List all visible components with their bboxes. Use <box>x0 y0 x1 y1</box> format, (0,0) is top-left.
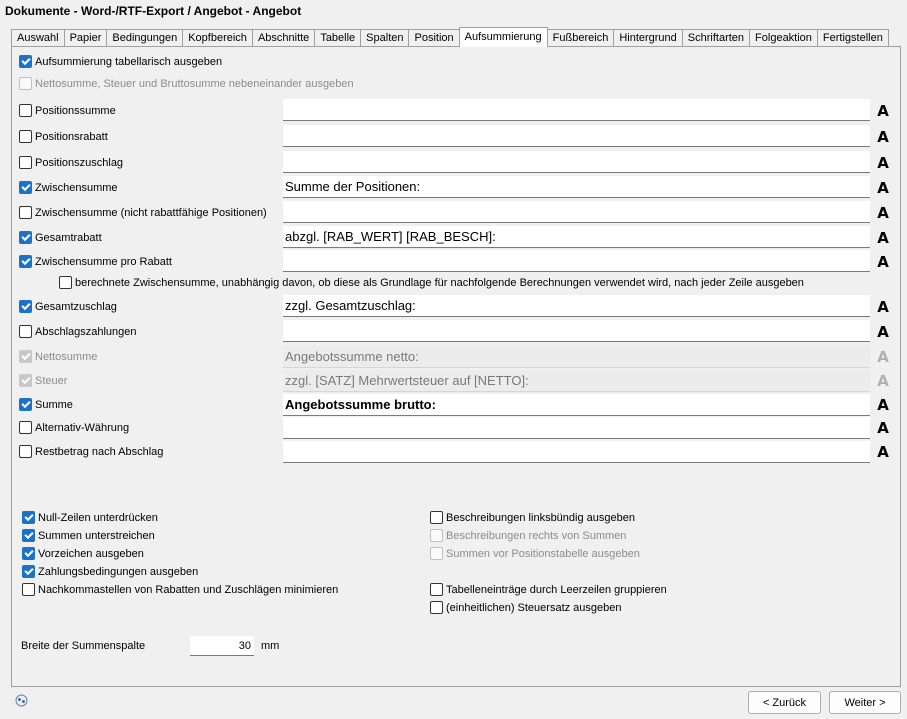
vorzeichen-checkbox[interactable] <box>22 547 144 560</box>
option-label: Nachkommastellen von Rabatten und Zuschlägen minimieren <box>38 583 339 596</box>
font-a-icon[interactable]: A <box>877 419 889 437</box>
zwischensumme-nr-checkbox[interactable] <box>19 206 267 219</box>
option-label: Summen unterstreichen <box>38 529 155 542</box>
zwischensumme-pro-rabatt-checkbox[interactable] <box>19 255 172 268</box>
checkbox-box[interactable] <box>19 255 32 268</box>
positionssumme-label: Positionssumme <box>35 104 116 117</box>
gesamtrabatt-label: Gesamtrabatt <box>35 231 102 244</box>
option-label: Tabelleneinträge durch Leerzeilen gruppieren <box>446 583 667 596</box>
gesamtzuschlag-checkbox[interactable] <box>19 300 117 313</box>
tabular-label: Aufsummierung tabellarisch ausgeben <box>35 55 223 68</box>
restbetrag-input[interactable] <box>283 441 870 463</box>
font-a-icon[interactable]: A <box>877 102 889 120</box>
positionssumme-input[interactable] <box>283 99 870 121</box>
linksbuendig-checkbox[interactable] <box>430 511 635 524</box>
berechnete-label: berechnete Zwischensumme, unabhängig davon, ob diese als Grundlage für nachfolgende Berechnungen verwendet wird, nach jeder Zeile ausgeben <box>75 276 804 289</box>
summen-unterstreichen-checkbox[interactable] <box>22 529 155 542</box>
checkbox-box[interactable] <box>430 529 443 542</box>
width-unit: mm <box>261 640 280 652</box>
steuersatz-checkbox[interactable] <box>430 601 622 614</box>
tab-schriftarten[interactable]: Schriftarten <box>682 29 750 47</box>
side-by-side-checkbox[interactable] <box>19 77 354 90</box>
restbetrag-label: Restbetrag nach Abschlag <box>35 445 164 458</box>
tab-fertigstellen[interactable]: Fertigstellen <box>817 29 889 47</box>
tab-aufsummierung[interactable]: Aufsummierung <box>459 27 548 47</box>
font-a-icon[interactable]: A <box>877 396 889 414</box>
option-label: Vorzeichen ausgeben <box>38 547 144 560</box>
checkbox-box[interactable] <box>22 565 35 578</box>
checkbox-box[interactable] <box>430 511 443 524</box>
tab-spalten[interactable]: Spalten <box>360 29 409 47</box>
width-input[interactable]: 30 <box>190 636 254 656</box>
tabular-checkbox[interactable] <box>19 55 222 68</box>
checkbox-box[interactable] <box>59 276 72 289</box>
summen-vor-tabelle-checkbox[interactable] <box>430 547 640 560</box>
tab-fussbereich[interactable]: Fußbereich <box>547 29 615 47</box>
width-label: Breite der Summenspalte <box>21 640 146 652</box>
checkbox-box[interactable] <box>19 398 32 411</box>
next-button[interactable]: Weiter > <box>829 691 901 714</box>
zwischensumme-checkbox[interactable] <box>19 181 118 194</box>
checkbox-box[interactable] <box>430 601 443 614</box>
checkbox-box[interactable] <box>19 206 32 219</box>
tab-auswahl[interactable]: Auswahl <box>11 29 65 47</box>
gesamtrabatt-input[interactable]: abzgl. [RAB_WERT] [RAB_BESCH]: <box>283 226 870 248</box>
tab-papier[interactable]: Papier <box>64 29 108 47</box>
option-label: Beschreibungen rechts von Summen <box>446 529 627 542</box>
font-a-icon[interactable]: A <box>877 128 889 146</box>
option-label: Beschreibungen linksbündig ausgeben <box>446 511 635 524</box>
checkbox-box[interactable] <box>19 445 32 458</box>
back-button[interactable]: < Zurück <box>748 691 821 714</box>
nachkommastellen-checkbox[interactable] <box>22 583 338 596</box>
alternativ-label: Alternativ-Währung <box>35 421 130 434</box>
option-label: Zahlungsbedingungen ausgeben <box>38 565 199 578</box>
tab-bedingungen[interactable]: Bedingungen <box>106 29 183 47</box>
steuer-input[interactable]: zzgl. [SATZ] Mehrwertsteuer auf [NETTO]: <box>283 370 870 392</box>
zwischensumme-pro-rabatt-input[interactable] <box>283 250 870 272</box>
restbetrag-checkbox[interactable] <box>19 445 163 458</box>
alternativ-input[interactable] <box>283 417 870 439</box>
nettosumme-label: Nettosumme <box>35 350 98 363</box>
nettosumme-input[interactable]: Angebotssumme netto: <box>283 346 870 368</box>
checkbox-box[interactable] <box>19 325 32 338</box>
positionsrabatt-checkbox[interactable] <box>19 130 108 143</box>
berechnete-checkbox[interactable] <box>59 276 804 289</box>
positionsrabatt-input[interactable] <box>283 125 870 147</box>
rechts-von-summen-checkbox[interactable] <box>430 529 626 542</box>
window-title: Dokumente - Word-/RTF-Export / Angebot - Angebot <box>5 4 302 18</box>
font-a-icon[interactable]: A <box>877 229 889 247</box>
option-label: Null-Zeilen unterdrücken <box>38 511 158 524</box>
checkbox-box[interactable] <box>19 300 32 313</box>
zwischensumme-nr-label: Zwischensumme (nicht rabattfähige Positionen) <box>35 206 267 219</box>
checkbox-box[interactable] <box>22 511 35 524</box>
alternativ-checkbox[interactable] <box>19 421 129 434</box>
nettosumme-checkbox[interactable] <box>19 350 97 363</box>
tab-bar <box>11 28 888 47</box>
summe-checkbox[interactable] <box>19 398 73 411</box>
gesamtzuschlag-label: Gesamtzuschlag <box>35 300 117 313</box>
font-a-icon[interactable]: A <box>877 298 889 316</box>
zwischensumme-nr-input[interactable] <box>283 201 870 223</box>
abschlagszahlungen-label: Abschlagszahlungen <box>35 325 137 338</box>
checkbox-box[interactable] <box>22 547 35 560</box>
steuer-label: Steuer <box>35 374 68 387</box>
tab-folgeaktion[interactable]: Folgeaktion <box>749 29 818 47</box>
checkbox-box[interactable] <box>19 130 32 143</box>
checkbox-box[interactable] <box>22 583 35 596</box>
checkbox-box[interactable] <box>19 374 32 387</box>
checkbox-box[interactable] <box>19 55 32 68</box>
font-a-icon[interactable]: A <box>877 323 889 341</box>
checkbox-box[interactable] <box>19 231 32 244</box>
abschlagszahlungen-checkbox[interactable] <box>19 325 137 338</box>
positionszuschlag-input[interactable] <box>283 151 870 173</box>
font-a-icon[interactable]: A <box>877 253 889 271</box>
help-icon[interactable] <box>15 694 28 707</box>
checkbox-box[interactable] <box>19 181 32 194</box>
checkbox-box[interactable] <box>430 583 443 596</box>
positionsrabatt-label: Positionsrabatt <box>35 130 108 143</box>
gesamtzuschlag-input[interactable]: zzgl. Gesamtzuschlag: <box>283 295 870 317</box>
checkbox-box[interactable] <box>19 421 32 434</box>
checkbox-box[interactable] <box>19 350 32 363</box>
positionszuschlag-label: Positionszuschlag <box>35 156 124 169</box>
zwischensumme-pro-rabatt-label: Zwischensumme pro Rabatt <box>35 255 172 268</box>
checkbox-box[interactable] <box>19 156 32 169</box>
steuer-checkbox[interactable] <box>19 374 67 387</box>
tab-position[interactable]: Position <box>408 29 459 47</box>
font-a-icon[interactable]: A <box>877 154 889 172</box>
option-label: (einheitlichen) Steuersatz ausgeben <box>446 601 622 614</box>
checkbox-box[interactable] <box>430 547 443 560</box>
zahlungsbedingungen-checkbox[interactable] <box>22 565 198 578</box>
option-label: Summen vor Positionstabelle ausgeben <box>446 547 640 560</box>
summe-label: Summe <box>35 398 73 411</box>
abschlagszahlungen-input[interactable] <box>283 320 870 342</box>
null-zeilen-checkbox[interactable] <box>22 511 158 524</box>
zwischensumme-input[interactable]: Summe der Positionen: <box>283 176 870 198</box>
font-a-icon[interactable]: A <box>877 443 889 461</box>
font-a-icon: A <box>877 372 889 390</box>
checkbox-box[interactable] <box>19 77 32 90</box>
tab-hintergrund[interactable]: Hintergrund <box>613 29 682 47</box>
leerzeilen-checkbox[interactable] <box>430 583 667 596</box>
side-by-side-label: Nettosumme, Steuer und Bruttosumme nebeneinander ausgeben <box>35 77 354 90</box>
tab-tabelle[interactable]: Tabelle <box>314 29 361 47</box>
zwischensumme-label: Zwischensumme <box>35 181 118 194</box>
tab-kopfbereich[interactable]: Kopfbereich <box>182 29 253 47</box>
font-a-icon: A <box>877 348 889 366</box>
positionssumme-checkbox[interactable] <box>19 104 116 117</box>
checkbox-box[interactable] <box>22 529 35 542</box>
positionszuschlag-checkbox[interactable] <box>19 156 123 169</box>
summe-input[interactable]: Angebotssumme brutto: <box>283 394 870 416</box>
tab-abschnitte[interactable]: Abschnitte <box>252 29 315 47</box>
checkbox-box[interactable] <box>19 104 32 117</box>
font-a-icon[interactable]: A <box>877 204 889 222</box>
gesamtrabatt-checkbox[interactable] <box>19 231 102 244</box>
font-a-icon[interactable]: A <box>877 179 889 197</box>
